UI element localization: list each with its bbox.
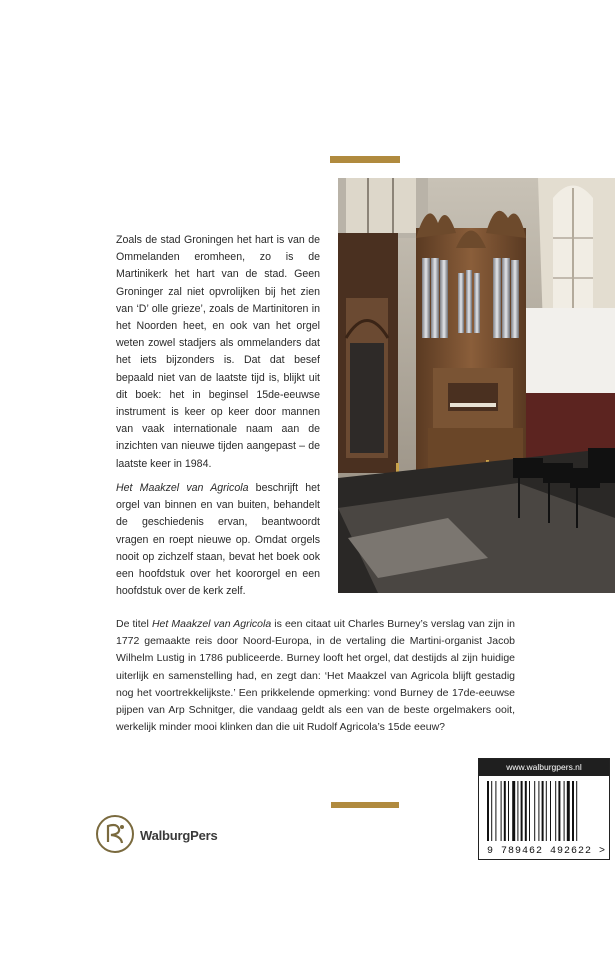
- book-title-italic: Het Maakzel van Agricola: [116, 482, 249, 494]
- organ-photo: [338, 178, 615, 593]
- gold-accent-bar-bottom: [331, 802, 399, 808]
- book-title-italic: Het Maakzel van Agricola: [151, 618, 272, 630]
- description-paragraph-3: [116, 616, 515, 736]
- paragraph-3-text: is een citaat uit Charles Burney’s verslag van zijn in 1772 gemaakte reis door Noord-Europa, in de vertaling die Martini-organist Jacob Wilhelm Lustig in 1786 publiceerde. Burney looft het orgel, dat destijds al zijn huidige uiterlijk en samenstelling had, en zegt dan: ‘Het Maakzel van Agricola blijft gestadig nog het voortrekkelijkste.’ Een prikkelende opmerking: vond Burney de 17de-eeuwse pijpen van Arp Schnitger, die vandaag geldt als een van de beste orgelmakers ooit, werkelijk minder mooi klinken dan die uit Rudolf Agricola’s 15de eeuw?: [116, 618, 515, 734]
- publisher-name: WalburgPers: [140, 828, 218, 843]
- walburgpers-emblem-icon: [95, 814, 135, 854]
- paragraph-3-lead: De titel: [116, 618, 152, 630]
- isbn-barcode: [478, 758, 610, 860]
- description-paragraph-2: [116, 480, 320, 600]
- gold-accent-bar-top: [330, 156, 400, 163]
- isbn-number: 9 789462 492622 >: [487, 846, 607, 857]
- paragraph-2-text: beschrijft het orgel van binnen en van buiten, behandelt de geschiedenis ervan, beantwoordt vragen en roept nieuwe op. Omdat orgels nooit op zichzelf staan, bevat het boek ook een hoofdstuk over het koororgel en een hoofdstuk over de kerk zelf.: [116, 482, 320, 598]
- publisher-logo: [95, 814, 235, 860]
- barcode-bars: [485, 781, 603, 841]
- description-paragraph-1: Zoals de stad Groningen het hart is van de Ommelanden eromheen, zo is de Martinikerk het hart van de stad. Geen Groninger zal niet opvrolijken bij het zien van ‘D’ olle grieze’, zoals de Martinitoren in het Noorden heet, en ook van het orgel weten zowel stadjers als ommelanders dat het iets bijzonders is. Dat dat besef bepaald niet van de laatste tijd is, blijkt uit dit boek: het in beginsel 15de-eeuwse instrument is keer op keer door mannen van vaak internationale naam aan de inzichten van nieuwe tijden aangepast – de laatste keer in 1984.: [116, 234, 320, 470]
- publisher-url: www.walburgpers.nl: [479, 759, 609, 776]
